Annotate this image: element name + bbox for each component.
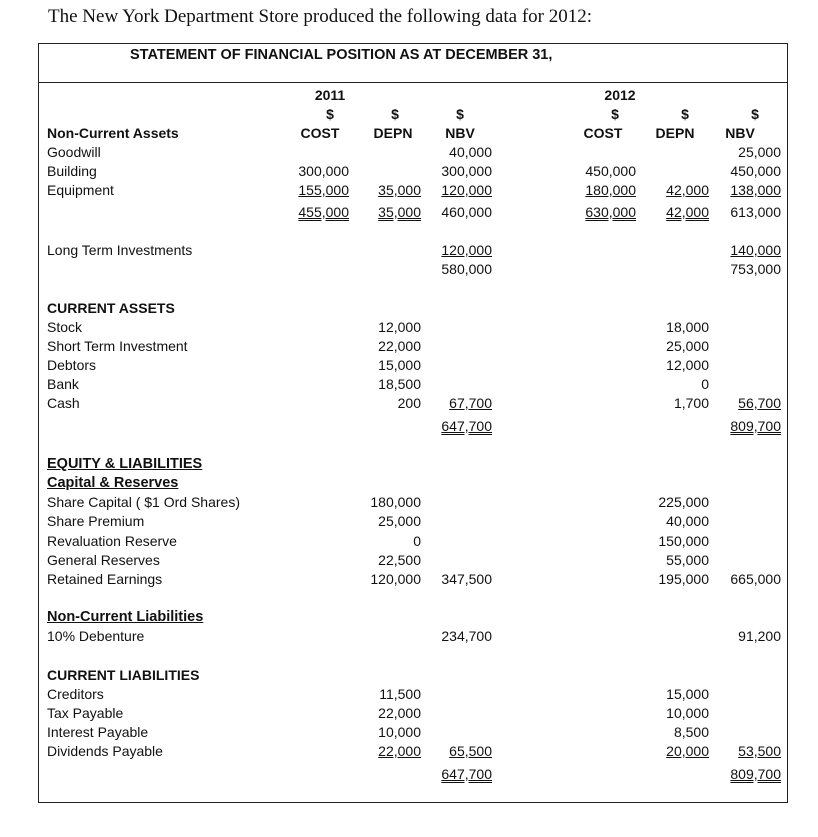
lti-subtotal-2011: 580,000: [441, 261, 492, 277]
building-nbv-2011: 300,000: [441, 163, 492, 179]
cl-row-value-2011: 22,000: [378, 705, 421, 721]
current-liabilities-heading: CURRENT LIABILITIES: [47, 667, 200, 683]
lti-nbv-2011: 120,000: [441, 242, 492, 258]
cl-row-label: Creditors: [47, 686, 104, 702]
total-equity-liabilities-2012: 809,700: [730, 766, 781, 782]
col-cost-2011: COST: [300, 125, 340, 141]
noncurrent-heading: Non-Current Assets: [47, 125, 179, 141]
equity-total-2012: 665,000: [730, 571, 781, 587]
ca-row-label: Stock: [47, 319, 83, 335]
equipment-nbv-2012: 138,000: [730, 182, 781, 198]
debenture-label: 10% Debenture: [47, 628, 145, 644]
current-assets-heading: CURRENT ASSETS: [47, 300, 175, 316]
ca-row-value-2011: 18,500: [378, 376, 421, 392]
building-cost-2011: 300,000: [298, 163, 349, 179]
lti-label: Long Term Investments: [47, 242, 193, 258]
debenture-2011: 234,700: [441, 628, 492, 644]
currency-cost-2011: $: [326, 106, 334, 122]
equity-row-value-2012: 40,000: [666, 513, 709, 529]
cl-row-value-2011: 10,000: [378, 724, 421, 740]
statement-title: STATEMENT OF FINANCIAL POSITION AS AT DECEMBER 31,: [130, 47, 553, 63]
equity-row-value-2012: 55,000: [666, 552, 709, 568]
cl-row-label: Interest Payable: [47, 724, 149, 740]
cl-row-value-2012: 8,500: [673, 724, 709, 740]
col-depn-2012: DEPN: [655, 125, 695, 141]
ca-row-value-2012: 25,000: [666, 338, 709, 354]
total-assets-2011: 647,700: [441, 418, 492, 434]
equity-row-label: Revaluation Reserve: [47, 533, 177, 549]
ca-row-value-2012: 18,000: [666, 319, 709, 335]
currency-depn-2011: $: [391, 106, 399, 122]
col-depn-2011: DEPN: [373, 125, 413, 141]
cl-row-value-2011: 22,000: [378, 743, 421, 759]
ca-row-value-2011: 12,000: [378, 319, 421, 335]
goodwill-nbv-2012: 25,000: [738, 144, 781, 160]
goodwill-label: Goodwill: [47, 144, 101, 160]
ca-row-value-2012: 12,000: [666, 357, 709, 373]
total-equity-liabilities-2011: 647,700: [441, 766, 492, 782]
equity-row-label: Share Capital ( $1 Ord Shares): [47, 494, 240, 510]
cl-row-value-2011: 11,500: [379, 686, 421, 702]
currency-depn-2012: $: [681, 106, 689, 122]
lti-subtotal-2012: 753,000: [730, 261, 781, 277]
equity-liabilities-heading: EQUITY & LIABILITIES: [47, 456, 203, 472]
building-cost-2012: 450,000: [585, 163, 636, 179]
equity-row-value-2012: 195,000: [658, 571, 709, 587]
equipment-cost-2012: 180,000: [585, 182, 636, 198]
cl-row-value-2012: 20,000: [666, 743, 709, 759]
ca-row-value-2011: 200: [397, 395, 421, 411]
total-assets-2012: 809,700: [730, 418, 781, 434]
ncl-heading: Non-Current Liabilities: [47, 609, 204, 625]
equity-row-value-2011: 0: [413, 533, 421, 549]
ca-row-label: Debtors: [47, 357, 97, 373]
ca-row-label: Bank: [47, 376, 79, 392]
cl-row-value-2012: 10,000: [666, 705, 709, 721]
cl-row-label: Dividends Payable: [47, 743, 163, 759]
col-nbv-2012: NBV: [725, 125, 755, 141]
ca-total-2011: 67,700: [449, 395, 492, 411]
nca-total-depn-2011: 35,000: [378, 204, 421, 220]
year-2011: 2011: [314, 87, 346, 103]
ca-total-2012: 56,700: [738, 395, 781, 411]
cl-total-2011: 65,500: [449, 743, 492, 759]
cl-row-value-2012: 15,000: [666, 686, 709, 702]
nca-total-nbv-2011: 460,000: [441, 204, 492, 220]
equity-row-value-2011: 22,500: [378, 552, 421, 568]
cl-row-label: Tax Payable: [47, 705, 124, 721]
equity-row-label: General Reserves: [47, 552, 160, 568]
ca-row-label: Cash: [47, 395, 80, 411]
debenture-2012: 91,200: [738, 628, 781, 644]
building-label: Building: [47, 163, 97, 179]
currency-nbv-2012: $: [751, 106, 759, 122]
col-cost-2012: COST: [583, 125, 623, 141]
equity-row-value-2011: 120,000: [370, 571, 421, 587]
building-nbv-2012: 450,000: [730, 163, 781, 179]
equity-row-label: Retained Earnings: [47, 571, 163, 587]
ca-row-value-2012: 0: [701, 376, 709, 392]
nca-total-nbv-2012: 613,000: [730, 204, 781, 220]
equity-total-2011: 347,500: [441, 571, 492, 587]
cl-total-2012: 53,500: [738, 743, 781, 759]
lti-nbv-2012: 140,000: [730, 242, 781, 258]
ca-row-value-2011: 15,000: [378, 357, 421, 373]
ca-row-value-2011: 22,000: [378, 338, 421, 354]
equity-row-label: Share Premium: [47, 513, 145, 529]
intro-text: The New York Department Store produced the following data for 2012:: [48, 6, 593, 27]
currency-cost-2012: $: [611, 106, 619, 122]
equipment-cost-2011: 155,000: [298, 182, 349, 198]
equipment-depn-2011: 35,000: [378, 182, 421, 198]
currency-nbv-2011: $: [456, 106, 464, 122]
capital-reserves-heading: Capital & Reserves: [47, 475, 179, 491]
equity-row-value-2011: 25,000: [378, 513, 421, 529]
equipment-depn-2012: 42,000: [666, 182, 709, 198]
col-nbv-2011: NBV: [445, 125, 475, 141]
nca-total-depn-2012: 42,000: [666, 204, 709, 220]
nca-total-cost-2011: 455,000: [298, 204, 349, 220]
equity-row-value-2012: 225,000: [658, 494, 709, 510]
equity-row-value-2011: 180,000: [370, 494, 421, 510]
ca-row-label: Short Term Investment: [47, 338, 188, 354]
equity-row-value-2012: 150,000: [658, 533, 709, 549]
year-2012: 2012: [604, 87, 636, 103]
goodwill-nbv-2011: 40,000: [449, 144, 492, 160]
nca-total-cost-2012: 630,000: [585, 204, 636, 220]
equipment-nbv-2011: 120,000: [441, 182, 492, 198]
equipment-label: Equipment: [47, 182, 114, 198]
ca-row-value-2012: 1,700: [673, 395, 709, 411]
